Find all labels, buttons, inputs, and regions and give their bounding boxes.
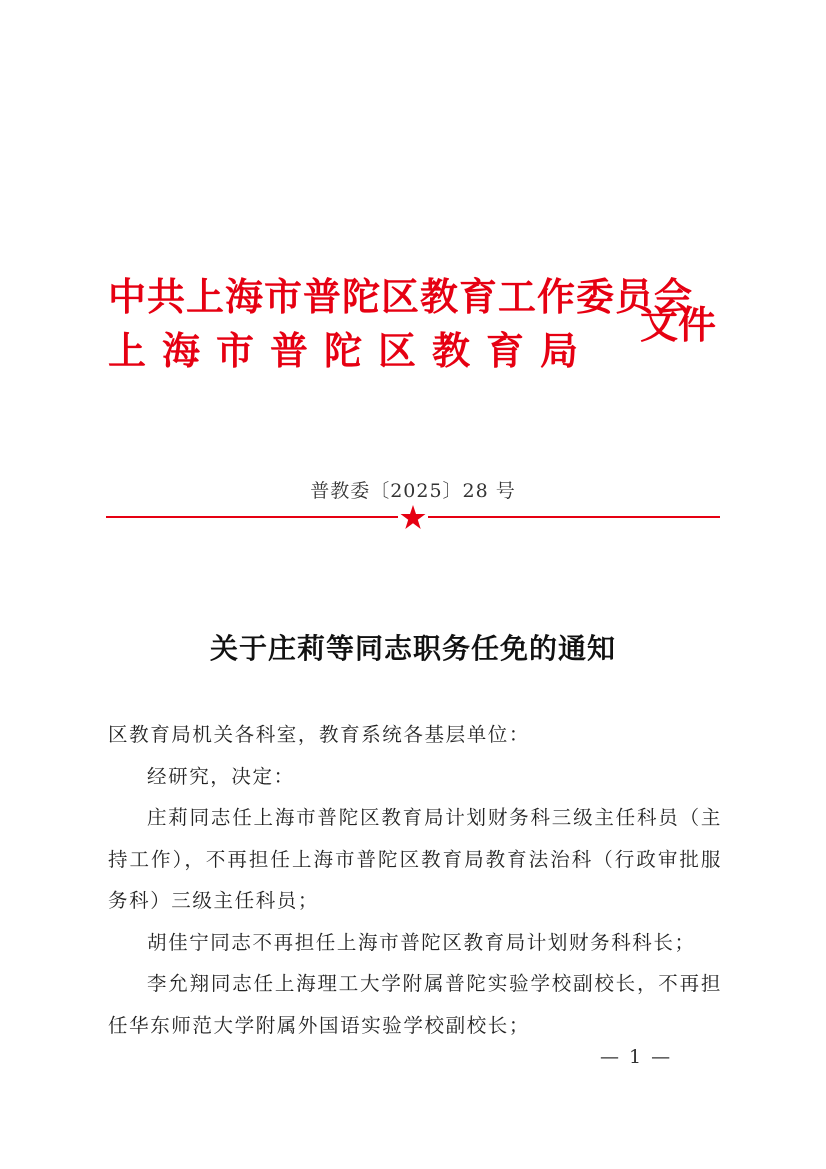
red-star-icon: [400, 504, 426, 530]
paragraph-decision: 经研究，决定：: [147, 764, 295, 788]
red-divider-left: [106, 516, 398, 518]
paragraph-appointment-1: 庄莉同志任上海市普陀区教育局计划财务科三级主任科员（主持工作），不再担任上海市普陀区教育局教育法治科（行政审批服务科）三级主任科员；: [108, 806, 722, 912]
page-number: — 1 —: [600, 1046, 673, 1068]
document-header: [108, 268, 728, 388]
paragraph-appointment-3: 李允翔同志任上海理工大学附属普陀实验学校副校长，不再担任华东师范大学附属外国语实验学校副校长；: [108, 972, 722, 1037]
salutation: 区教育局机关各科室，教育系统各基层单位：: [108, 723, 531, 746]
red-divider-right: [428, 516, 720, 518]
document-title: 关于庄莉等同志职务任免的通知: [209, 632, 616, 665]
paragraph-appointment-2: 胡佳宁同志不再担任上海市普陀区教育局计划财务科科长；: [147, 930, 696, 954]
issuer-line-2: 上海市普陀区教育局: [108, 328, 595, 373]
issuer-line-1: 中共上海市普陀区教育工作委员会: [108, 274, 694, 319]
document-body: [108, 714, 722, 1046]
document-number: 普教委〔2025〕28 号: [310, 480, 516, 502]
document-type-label: 文件: [640, 302, 717, 347]
